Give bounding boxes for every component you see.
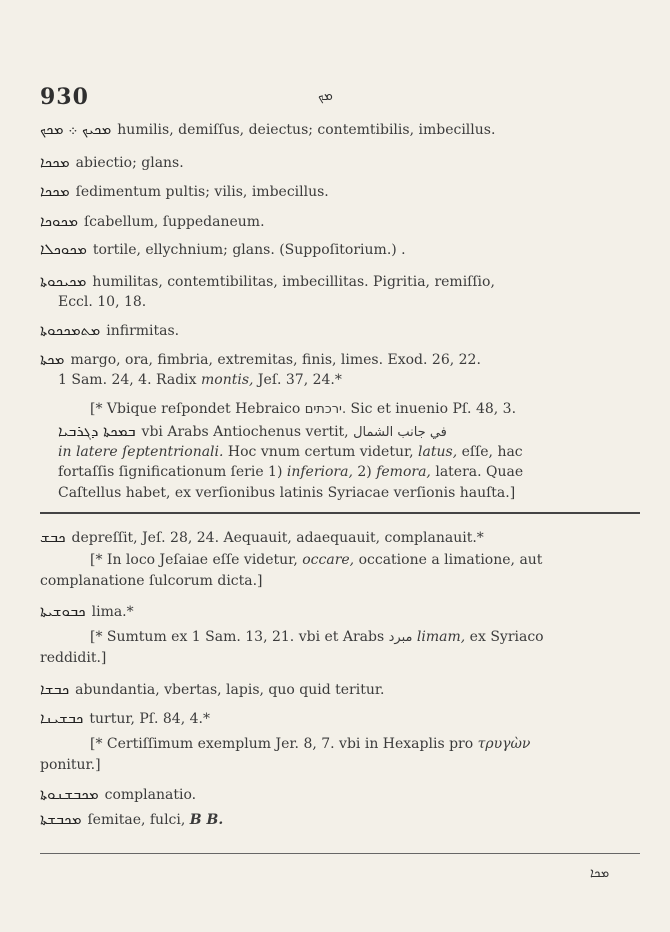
latin-gloss: turtur, Pſ. 84, 4.*	[89, 711, 210, 727]
entry-line	[40, 321, 179, 340]
latin-italic: limam,	[416, 629, 466, 645]
latin-gloss: latera.	[430, 464, 482, 480]
catchword: ܡܟܐ	[590, 866, 610, 881]
syriac-headword: ܡܬܡܟܟܘܬܐ	[40, 321, 101, 339]
latin-gloss: 1 Sam. 24, 4. Radix	[58, 372, 201, 388]
latin-gloss: humilitas, contemtibilitas, imbecillitas. Pigritia, remiſſio,	[92, 274, 495, 290]
entry-line	[40, 709, 210, 728]
latin-gloss: Quae	[481, 464, 524, 480]
syriac-headword: ܡܟܒܫܬܐ	[40, 810, 82, 828]
latin-gloss: infirmitas.	[106, 323, 180, 339]
entry-line	[40, 182, 329, 201]
latin-gloss: abundantia, vbertas, lapis, quo quid teritur.	[75, 682, 385, 698]
latin-gloss: fortaſſis ſignificationum ſerie 1)	[58, 464, 287, 480]
entry-line	[40, 240, 406, 259]
note-line	[40, 649, 106, 667]
entry-line	[40, 680, 384, 699]
section-divider	[40, 512, 640, 514]
arabic-word: مبرد	[388, 630, 413, 645]
latin-gloss: reddidit.]	[40, 650, 107, 666]
latin-gloss: eſſe, hac	[457, 444, 523, 460]
latin-italic: femora,	[376, 464, 431, 480]
latin-gloss: Eccl. 10, 18.	[58, 294, 147, 310]
note-line	[90, 400, 516, 419]
latin-italic: montis,	[201, 372, 254, 388]
syriac-headword: ܡܟܟܐ	[40, 153, 70, 171]
latin-gloss: ſcabellum, ſuppedaneum.	[84, 214, 265, 230]
syriac-headword: ܡܟܒܫܢܘܬܐ	[40, 785, 99, 803]
latin-italic: latus,	[418, 444, 458, 460]
greek-word: τρυγὼν	[477, 736, 531, 752]
syriac-headword: ܟܒܘܫܝܬܐ	[40, 602, 86, 620]
latin-gloss: ex Syriaco	[465, 629, 544, 645]
syriac-headword: ܟܒܫ	[40, 528, 66, 546]
note-line	[90, 735, 530, 753]
latin-gloss: ſemitae, fulci,	[87, 812, 190, 828]
page-number: 930	[40, 84, 89, 110]
latin-gloss: lima.*	[91, 604, 134, 620]
latin-gloss: Hoc vnum certum videtur,	[223, 444, 419, 460]
latin-gloss: ponitur.]	[40, 757, 101, 773]
entry-line	[40, 120, 495, 139]
note-line	[58, 463, 523, 481]
note-line	[40, 756, 101, 774]
latin-gloss: Caſtellus habet, ex verſionibus latinis Syriacae verſionis hauſta.]	[58, 485, 516, 501]
syriac-headword: ܡܟܟܐ	[40, 182, 70, 200]
latin-gloss: [* Vbique reſpondet Hebraico	[90, 401, 305, 417]
entry-line	[40, 602, 134, 621]
entry-line	[40, 212, 265, 231]
latin-gloss: complanatio.	[104, 787, 197, 803]
syriac-headword: ܡܟܘܟܠܐ	[40, 240, 87, 258]
latin-gloss: humilis, demiſſus, deiectus; contemtibilis, imbecillus.	[117, 122, 496, 138]
hebrew-word: ירכתים.	[304, 402, 347, 417]
syriac-headword: ܡܟܝܟܘܬܐ	[40, 272, 87, 290]
latin-gloss: occatione a limatione, aut	[354, 552, 543, 568]
latin-gloss: Jeſ. 37, 24.*	[253, 372, 342, 388]
syriac-headword: ܡܟܝܟ ܀ ܡܟܟ	[40, 120, 112, 138]
entry-line	[40, 810, 223, 829]
arabic-phrase: في جانب الشمال	[353, 425, 447, 440]
latin-gloss: tortile, ellychnium; glans. (Suppoſitorium.) .	[92, 242, 406, 258]
entry-line	[58, 371, 342, 389]
latin-gloss: ſedimentum pultis; vilis, imbecillus.	[75, 184, 329, 200]
latin-gloss: 2)	[352, 464, 377, 480]
note-line	[40, 572, 263, 590]
note-line	[90, 628, 544, 647]
latin-gloss: margo, ora, fimbria, extremitas, finis, limes. Exod. 26, 22.	[70, 352, 481, 368]
note-line	[58, 422, 447, 442]
entry-line	[40, 528, 484, 547]
latin-gloss: depreſſit, Jeſ. 28, 24. Aequauit, adaequauit, complanauit.*	[71, 530, 484, 546]
syriac-headword: ܟܒܫܐ	[40, 680, 70, 698]
note-line	[90, 551, 542, 569]
entry-line	[40, 785, 196, 804]
syriac-headword: ܡܟܬܐ	[40, 350, 65, 368]
syriac-headword: ܟܒܫܝܢܐ	[40, 709, 84, 727]
entry-line	[40, 350, 481, 369]
latin-gloss: complanatione ſulcorum dicta.]	[40, 573, 263, 589]
syriac-headword: ܡܟܘܟܐ	[40, 212, 78, 230]
note-line	[58, 484, 515, 502]
latin-italic: in latere ſeptentrionali.	[58, 444, 224, 460]
entry-line	[40, 153, 184, 172]
latin-gloss: Sic et inuenio Pſ. 48, 3.	[346, 401, 517, 417]
syriac-word: ܒܡܟܬܐ ܕܓܪܒܝܐ	[58, 422, 136, 440]
note-line	[58, 443, 523, 461]
entry-line	[40, 272, 495, 291]
latin-italic: inferiora,	[286, 464, 353, 480]
footer-rule	[40, 853, 640, 854]
latin-italic: occare,	[302, 552, 355, 568]
latin-gloss: [* Sumtum ex 1 Sam. 13, 21. vbi et Arabs	[90, 629, 389, 645]
latin-gloss: [* Certiſſimum exemplum Jer. 8, 7. vbi in Hexaplis pro	[90, 736, 478, 752]
latin-gloss: abiectio; glans.	[75, 155, 184, 171]
latin-gloss: [* In loco Jeſaiae eſſe videtur,	[90, 552, 303, 568]
latin-gloss: vbi Arabs Antiochenus vertit,	[141, 424, 349, 440]
entry-line	[58, 293, 146, 311]
latin-italic: B B.	[189, 812, 224, 828]
running-head: ܡܟ	[318, 88, 333, 104]
